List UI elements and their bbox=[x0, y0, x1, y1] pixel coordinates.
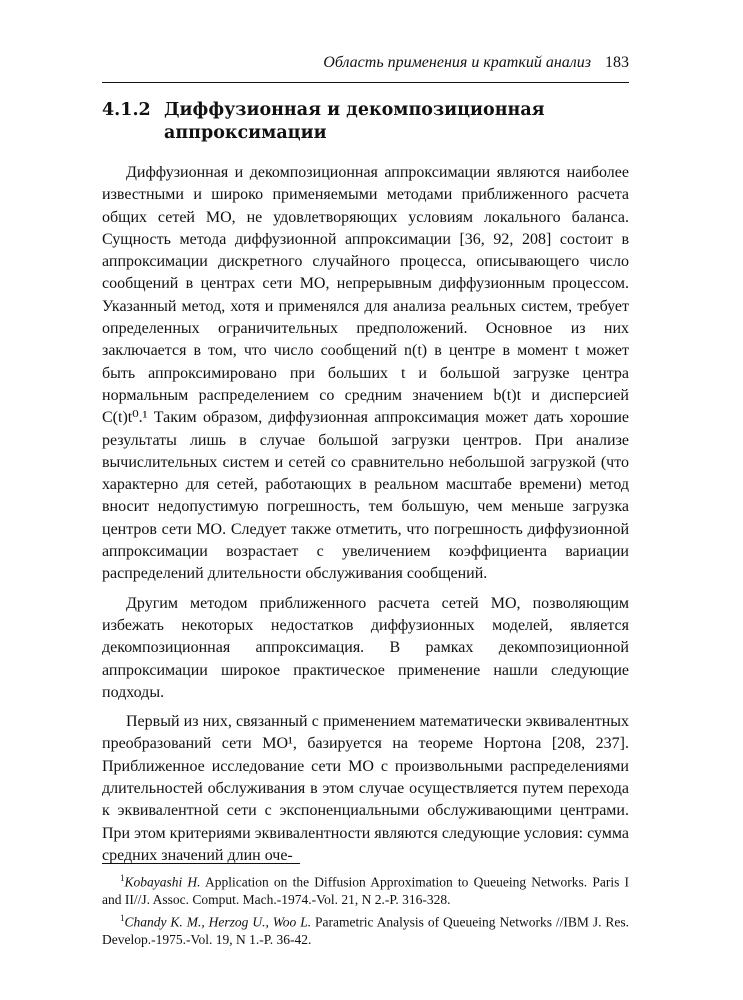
paragraph: Диффузионная и декомпозиционная аппроксимации являются наиболее известными и широко применяемыми методами приближенного расчета общих сетей МО, не удовлетворяющих условиям локального баланса. Сущность метода диффузионной аппроксимации [36, 92, 208] состоит в аппроксимации дискретного случайного процесса, описывающего число сообщений в центрах сети МО, непрерывным диффузионным процессом. Указанный метод, хотя и применялся для анализа реальных систем, требует определенных ограничительных предположений. Основное из них заключается в том, что число сообщений n(t) в центре в момент t может быть аппроксимировано при больших t и большой загрузке центра нормальным распределением со средним значением b(t)t и дисперсией C(t)t⁰.¹ Таким образом, диффузионная аппроксимация может дать хорошие результаты лишь в случае большой загрузки центров. При анализе вычислительных систем и сетей со сравнительно небольшой загрузкой (что характерно для сетей, работающих в реальном масштабе времени) метод вносит недопустимую погрешность, тем большую, чем меньше загрузка центров сети МО. Следует также отметить, что погрешность диффузионной аппроксимации возрастает с увеличением коэффициента вариации распределений длительности обслуживания сообщений. bbox=[102, 164, 629, 583]
paragraph: Первый из них, связанный с применением математически эквивалентных преобразований сети МО¹, базируется на теореме Нортона [208, 237]. Приближенное исследование сети МО с произвольными распределениями длительностей обслуживания в этом случае осуществляется путем перехода к эквивалентной сети с экспоненциальными обслуживающими центрами. При этом критериями эквивалентности являются следующие условия: сумма средних значений длин оче- bbox=[102, 713, 629, 864]
footnote-rule bbox=[102, 863, 300, 864]
section-heading bbox=[102, 99, 629, 145]
footnotes bbox=[102, 863, 629, 950]
page-number: 183 bbox=[605, 54, 629, 71]
body-text bbox=[102, 162, 629, 867]
footnote-text: Application on the Diffusion Approximation to Queueing Networks. Paris I and II//J. Assoc. Comput. Mach.-1974.-Vol. 21, N 2.-P. 316-328. bbox=[102, 874, 629, 907]
section-number: 4.1.2 bbox=[102, 100, 151, 120]
footnote-text: Parametric Analysis of Queueing Networks //IBM J. Res. Develop.-1975.-Vol. 19, N 1.-P. 36-42. bbox=[102, 914, 629, 947]
running-title: Область применения и краткий анализ bbox=[323, 54, 591, 71]
section-title: Диффузионная и декомпозиционная аппроксимации bbox=[164, 100, 545, 143]
footnote-mark: 1 bbox=[120, 912, 125, 923]
footnote-author: Chandy K. M., Herzog U., Woo L. bbox=[124, 914, 312, 930]
header-rule bbox=[102, 82, 629, 83]
footnote-author: Kobayashi H. bbox=[124, 874, 201, 890]
footnote bbox=[102, 870, 629, 908]
running-head bbox=[102, 54, 629, 78]
paragraph: Другим методом приближенного расчета сетей МО, позволяющим избежать некоторых недостатков диффузионных моделей, является декомпозиционная аппроксимация. В рамках декомпозиционной аппроксимации широкое практическое применение нашли следующие подходы. bbox=[102, 594, 629, 701]
page bbox=[102, 54, 629, 874]
footnote bbox=[102, 910, 629, 948]
footnote-mark: 1 bbox=[120, 873, 125, 883]
